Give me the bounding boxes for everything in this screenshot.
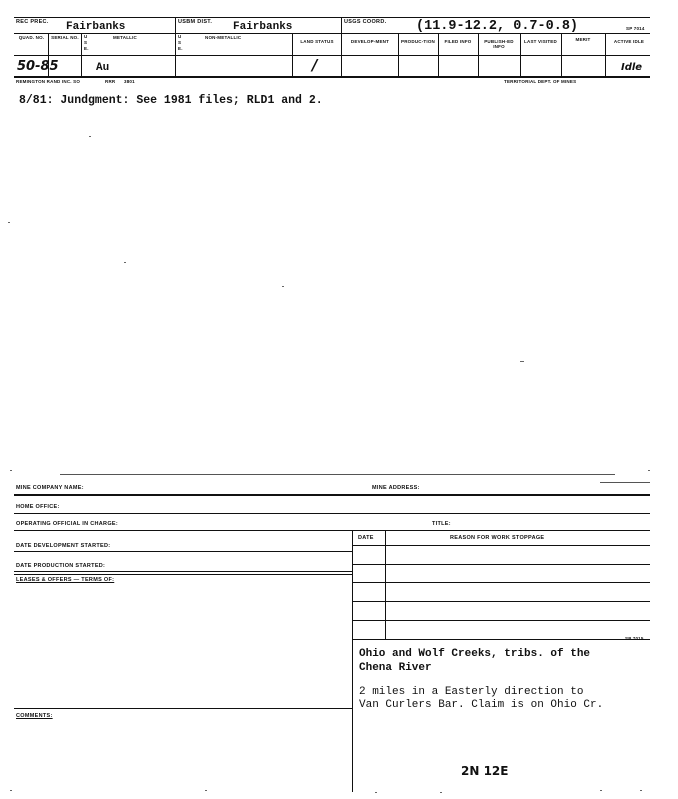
- merit-header: MERIT: [575, 37, 591, 42]
- rec-prec-value: Fairbanks: [66, 21, 126, 33]
- use-u-label: U: [84, 34, 88, 39]
- active-idle-value: Idle: [621, 62, 643, 73]
- use-s-label: S: [84, 40, 88, 45]
- nonmetallic-header: NON-METALLIC: [205, 35, 242, 40]
- printer-code-1: RRR: [105, 79, 116, 84]
- published-info-header: PUBLISH-ED INFO: [484, 39, 514, 49]
- metallic-header: METALLIC: [113, 35, 138, 40]
- production-header: PRODUC-TION: [401, 39, 435, 44]
- form-number-top: SP 7014: [626, 26, 645, 31]
- reason-work-stoppage-label: REASON FOR WORK STOPPAGE: [450, 535, 545, 541]
- quad-no-value: 50-85: [17, 59, 59, 74]
- land-status-value: /: [312, 56, 318, 74]
- operating-official-label: OPERATING OFFICIAL IN CHARGE:: [16, 521, 118, 527]
- direction-line-2: Van Curlers Bar. Claim is on Ohio Cr.: [359, 699, 604, 711]
- quad-no-header: QUAD. NO.: [18, 35, 45, 40]
- last-visited-header: LAST VISITED: [524, 39, 557, 44]
- serial-no-header: SERIAL NO.: [51, 35, 79, 40]
- handwritten-township-code: 2N 12E: [461, 764, 509, 778]
- judgment-note: 8/81: Jundgment: See 1981 files; RLD1 and 2.: [19, 94, 323, 107]
- mine-address-label: MINE ADDRESS:: [372, 485, 420, 491]
- date-production-label: DATE PRODUCTION STARTED:: [16, 563, 106, 569]
- use-e-label: E.: [84, 46, 89, 51]
- printer-code-2: 3801: [124, 79, 135, 84]
- use-u-label-2: U: [178, 34, 182, 39]
- location-line-1: Ohio and Wolf Creeks, tribs. of the: [359, 648, 591, 660]
- usgs-coord-value: (11.9-12.2, 0.7-0.8): [416, 19, 579, 34]
- filed-info-header: FILED INFO: [444, 39, 472, 44]
- use-e-label-2: E.: [178, 46, 183, 51]
- direction-line-1: 2 miles in a Easterly direction to: [359, 686, 584, 698]
- printer-line: REMINGTON RAND INC. SO: [16, 79, 81, 84]
- usbm-dist-value: Fairbanks: [233, 21, 293, 33]
- metallic-value: Au: [96, 62, 110, 74]
- active-idle-header: ACTIVE IDLE: [613, 39, 645, 44]
- development-header: DEVELOP-MENT: [350, 39, 390, 44]
- land-status-header: LAND STATUS: [300, 39, 334, 44]
- title-label: TITLE:: [432, 521, 451, 527]
- date-column-label: DATE: [358, 535, 374, 541]
- leases-offers-label: LEASES & OFFERS — TERMS OF:: [16, 577, 115, 583]
- location-line-2: Chena River: [359, 662, 432, 674]
- use-s-label-2: S: [178, 40, 182, 45]
- usgs-coord-label: USGS COORD.: [344, 19, 387, 25]
- home-office-label: HOME OFFICE:: [16, 504, 60, 510]
- comments-label: COMMENTS:: [16, 713, 53, 719]
- form-number-bottom: SP 7015: [625, 636, 644, 641]
- mine-company-label: MINE COMPANY NAME:: [16, 485, 84, 491]
- usbm-dist-label: USBM DIST.: [178, 19, 213, 25]
- department-label: TERRITORIAL DEPT. OF MINES: [504, 79, 577, 84]
- rec-prec-label: REC PREC.: [16, 19, 49, 25]
- date-development-label: DATE DEVELOPMENT STARTED:: [16, 543, 111, 549]
